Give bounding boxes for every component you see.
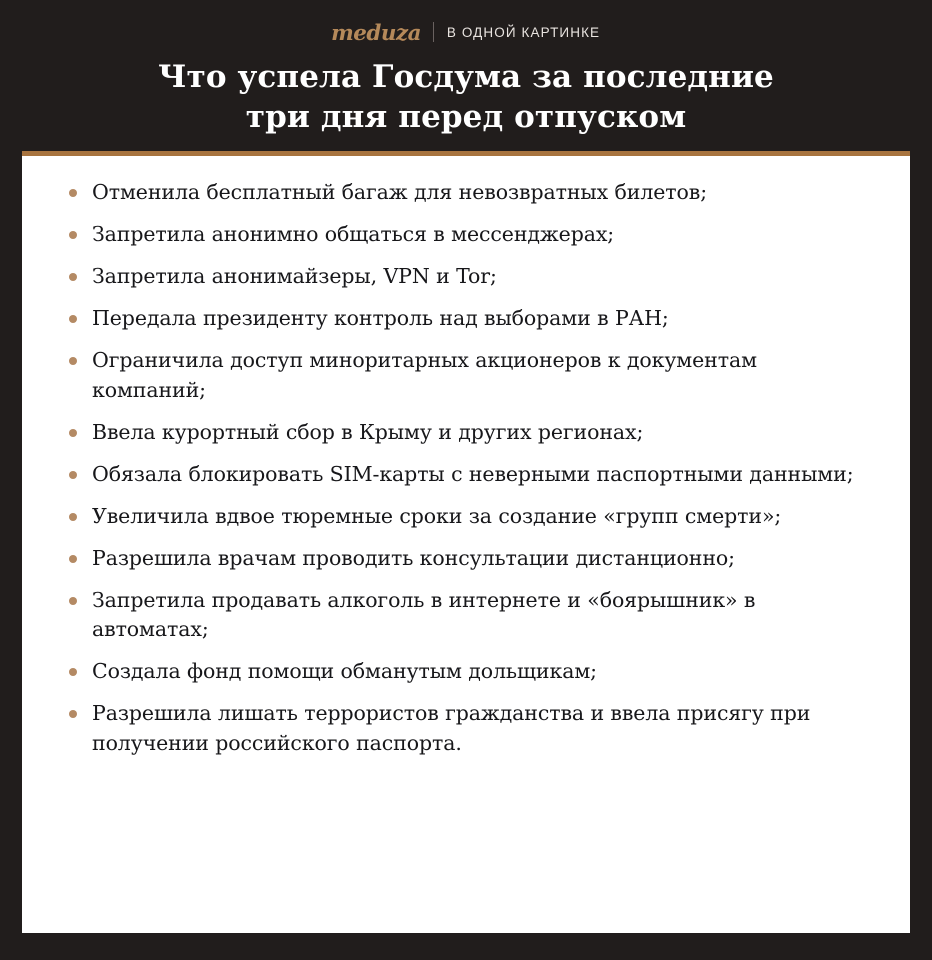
list-item [52, 544, 874, 573]
list-item-text: Запретила анонимно общаться в мессенджерах; [92, 222, 615, 247]
page-title-line-1: Что успела Госдума за последние [158, 59, 774, 95]
bullet-icon [69, 273, 77, 281]
kicker-label: В ОДНОЙ КАРТИНКЕ [446, 24, 601, 40]
list-item-text: Запретила продавать алкоголь в интернете и «боярышник» в автоматах; [92, 588, 756, 642]
list-item-text: Запретила анонимайзеры, VPN и Tor; [92, 264, 497, 289]
list-item-text: Ввела курортный сбор в Крыму и других регионах; [92, 419, 644, 444]
brand-line [0, 20, 932, 44]
list-item-text: Разрешила врачам проводить консультации дистанционно; [92, 545, 735, 570]
bullet-icon [69, 429, 77, 437]
bullet-icon [69, 597, 77, 605]
bullet-icon [69, 710, 77, 718]
list-item [52, 178, 874, 207]
list-item [52, 586, 874, 644]
vertical-divider [433, 22, 434, 42]
list-item [52, 220, 874, 249]
list-item [52, 657, 874, 686]
list-item-text: Отменила бесплатный багаж для невозвратных билетов; [92, 180, 708, 204]
list-item-text: Ограничила доступ миноритарных акционеров к документам компаний; [92, 348, 757, 402]
achievements-list [22, 156, 910, 758]
page-title-line-2: три дня перед отпуском [245, 98, 687, 135]
list-item-text: Передала президенту контроль над выборами в РАН; [92, 306, 669, 331]
content-card [22, 151, 910, 933]
bullet-icon [69, 357, 77, 365]
page-title [56, 58, 876, 137]
bullet-icon [69, 668, 77, 676]
bullet-icon [69, 471, 77, 479]
bullet-icon [69, 555, 77, 563]
list-item [52, 460, 874, 489]
list-item [52, 262, 874, 291]
list-item-text: Обязала блокировать SIM-карты с неверными паспортными данными; [92, 461, 854, 486]
bullet-icon [69, 189, 77, 197]
list-item [52, 502, 874, 531]
bullet-icon [69, 315, 77, 323]
meduza-wordmark-icon[interactable]: meduza [330, 19, 421, 45]
bullet-icon [69, 513, 77, 521]
list-item [52, 346, 874, 404]
bullet-icon [69, 231, 77, 239]
list-item [52, 304, 874, 333]
list-item-text: Разрешила лишать террористов гражданства и ввела присягу при получении российского паспорта. [92, 701, 811, 755]
list-item-text: Создала фонд помощи обманутым дольщикам; [92, 659, 597, 684]
list-item-text: Увеличила вдвое тюремные сроки за создание «групп смерти»; [92, 503, 782, 528]
list-item [52, 699, 874, 757]
header [0, 0, 932, 137]
list-item [52, 418, 874, 447]
